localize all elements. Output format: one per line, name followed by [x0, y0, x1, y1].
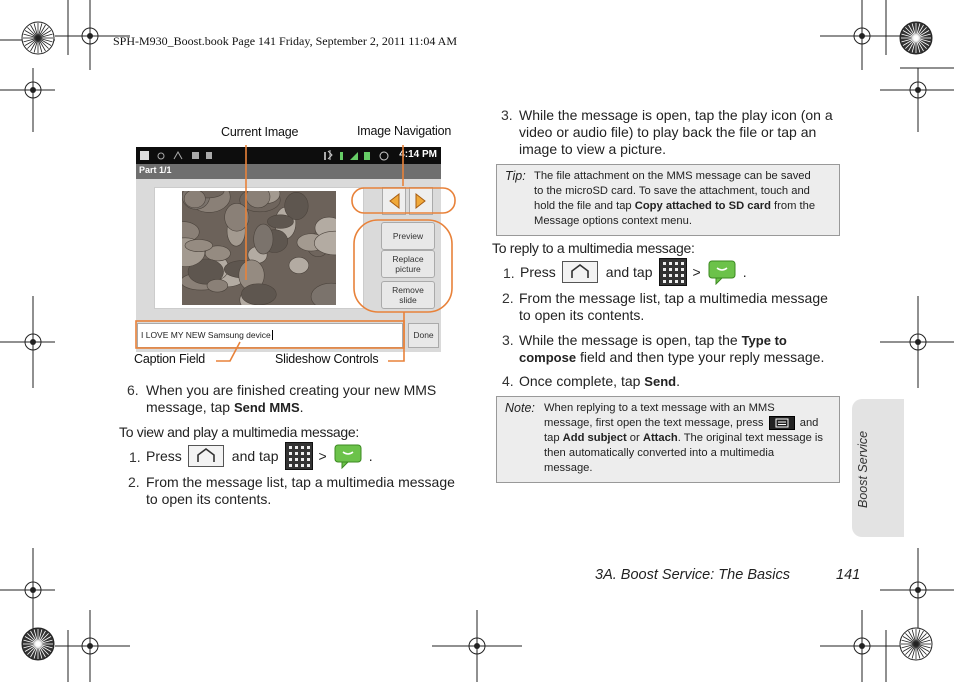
step-6-number: 6.	[127, 382, 139, 398]
step-3-text: While the message is open, tap the play icon (on a video or audio file) to play back the file or tap an image to view a picture.	[519, 107, 833, 157]
note-text: When replying to a text message with an MMS message, first open the text message, press and tap Add subject or Attach. The original text message is then automatically converted into a multimedia message.	[544, 402, 823, 474]
reply-step-3-number: 3.	[502, 332, 514, 348]
view-step-2-text: From the message list, tap a multimedia message to open its contents.	[146, 474, 455, 507]
applications-icon	[285, 442, 313, 470]
tip-box	[496, 164, 840, 236]
preview-button-label: Preview	[392, 231, 424, 241]
reply-step-4-number: 4.	[502, 373, 514, 389]
view-step-1-number: 1.	[129, 449, 141, 465]
view-step-2-number: 2.	[128, 474, 140, 490]
home-key-icon	[562, 261, 598, 283]
view-heading: To view and play a multimedia message:	[119, 424, 359, 440]
tip-text: The file attachment on the MMS message can be saved to the microSD card. To save the attachment, touch and hold the file and tap Copy attached to SD card from the Message options context menu.	[534, 170, 816, 227]
reply-step-1-text: Press and tap > .	[520, 258, 747, 286]
caption-value: I LOVE MY NEW Samsung device	[141, 330, 271, 340]
footer-section: 3A. Boost Service: The Basics	[595, 567, 791, 583]
menu-key-icon	[769, 416, 795, 430]
footer-page-number: 141	[836, 567, 861, 583]
step-3-number: 3.	[501, 107, 513, 123]
replace-picture-label: Replace picture	[392, 254, 424, 274]
applications-icon	[659, 258, 687, 286]
side-tab-label: Boost Service	[856, 430, 870, 508]
messaging-icon	[707, 259, 737, 285]
reply-heading: To reply to a multimedia message:	[492, 240, 695, 256]
label-image-navigation: Image Navigation	[357, 124, 452, 138]
messaging-icon	[333, 443, 363, 469]
remove-slide-label: Remove slide	[392, 285, 424, 305]
home-key-icon	[188, 445, 224, 467]
reply-step-4-text: Once complete, tap Send.	[519, 373, 680, 389]
label-slideshow-controls: Slideshow Controls	[275, 352, 379, 366]
reply-step-2-text: From the message list, tap a multimedia message to open its contents.	[519, 290, 828, 323]
note-label: Note:	[505, 401, 535, 415]
tip-label: Tip:	[505, 169, 526, 183]
status-time: 4:14 PM	[399, 149, 437, 160]
reply-step-3-text: While the message is open, tap the Type to compose field and then type your reply message.	[519, 332, 825, 365]
print-header: SPH-M930_Boost.book Page 141 Friday, September 2, 2011 11:04 AM	[113, 34, 457, 48]
done-button[interactable]: Done	[408, 323, 439, 348]
step-6-text: When you are finished creating your new MMS message, tap Send MMS.	[146, 382, 437, 415]
label-current-image: Current Image	[221, 125, 299, 139]
label-caption-field: Caption Field	[134, 352, 206, 366]
reply-step-1-number: 1.	[503, 265, 515, 281]
reply-step-2-number: 2.	[502, 290, 514, 306]
note-box	[496, 396, 840, 483]
view-step-1-text: Press and tap > .	[146, 442, 373, 470]
part-label: Part 1/1	[139, 165, 172, 175]
